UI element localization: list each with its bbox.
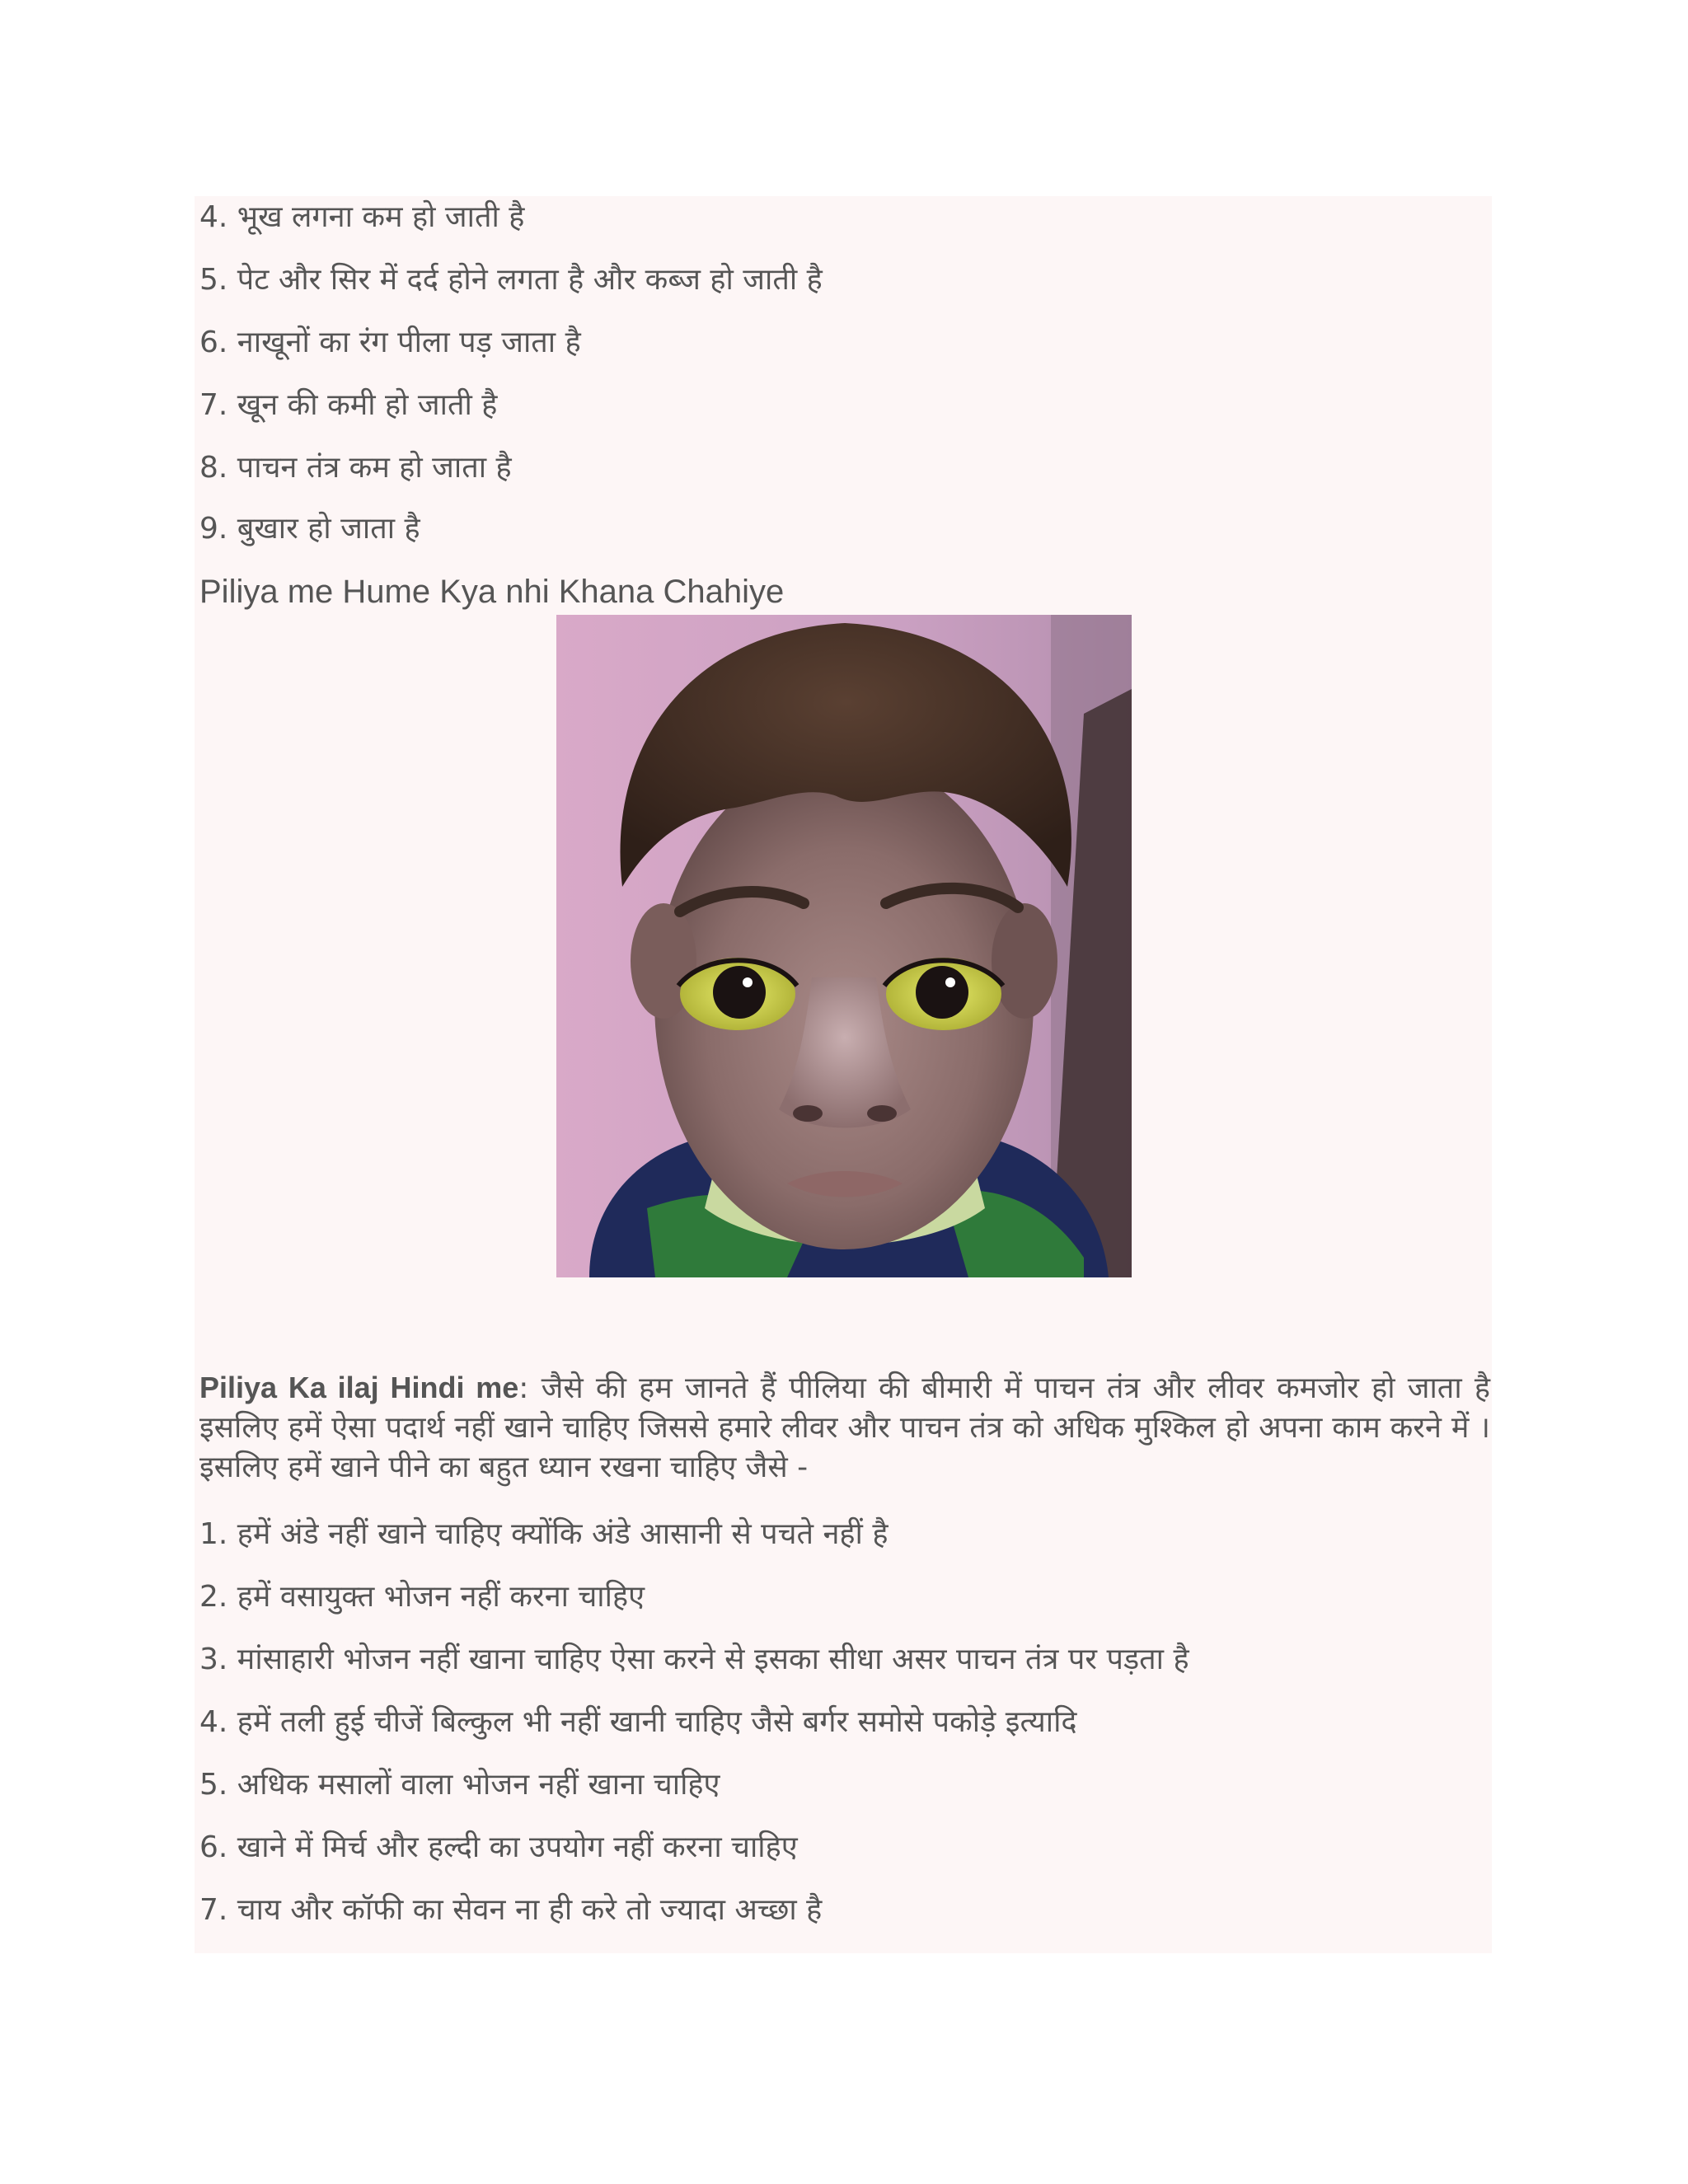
diet-item: 6. खाने में मिर्च और हल्दी का उपयोग नहीं करना चाहिए	[199, 1830, 798, 1864]
symptom-item: 9. बुखार हो जाता है	[199, 512, 420, 546]
symptom-item: 4. भूख लगना कम हो जाती है	[199, 200, 525, 234]
child-jaundice-photo	[556, 615, 1132, 1277]
diet-item: 3. मांसाहारी भोजन नहीं खाना चाहिए ऐसा करने से इसका सीधा असर पाचन तंत्र पर पड़ता है	[199, 1643, 1189, 1676]
section-heading: Piliya me Hume Kya nhi Khana Chahiye	[199, 574, 785, 610]
diet-item: 7. चाय और कॉफी का सेवन ना ही करे तो ज्यादा अच्छा है	[199, 1893, 823, 1927]
intro-lead: Piliya Ka ilaj Hindi me	[199, 1371, 519, 1404]
intro-text: : जैसे की हम जानते हैं पीलिया की बीमारी में पाचन तंत्र और लीवर कमजोर हो जाता है इसलिए हमें ऐसा पदार्थ नहीं खाने चाहिए जिससे हमारे लीवर और पाचन तंत्र को अधिक मुश्किल हो अपना काम करने में । इसलिए हमें खाने पीने का बहुत ध्यान रखना चाहिए जैसे -	[199, 1371, 1490, 1484]
symptom-item: 8. पाचन तंत्र कम हो जाता है	[199, 451, 512, 485]
symptom-item: 5. पेट और सिर में दर्द होने लगता है और कब्ज हो जाती है	[199, 263, 823, 297]
diet-item: 1. हमें अंडे नहीं खाने चाहिए क्योंकि अंडे आसानी से पचते नहीं है	[199, 1517, 889, 1551]
diet-item: 4. हमें तली हुई चीजें बिल्कुल भी नहीं खानी चाहिए जैसे बर्गर समोसे पकोड़े इत्यादि	[199, 1705, 1077, 1739]
symptom-item: 6. नाखूनों का रंग पीला पड़ जाता है	[199, 326, 581, 359]
diet-item: 2. हमें वसायुक्त भोजन नहीं करना चाहिए	[199, 1580, 645, 1614]
intro-paragraph	[199, 1368, 1490, 1488]
diet-item: 5. अधिक मसालों वाला भोजन नहीं खाना चाहिए	[199, 1768, 720, 1802]
symptom-item: 7. खून की कमी हो जाती है	[199, 388, 498, 422]
